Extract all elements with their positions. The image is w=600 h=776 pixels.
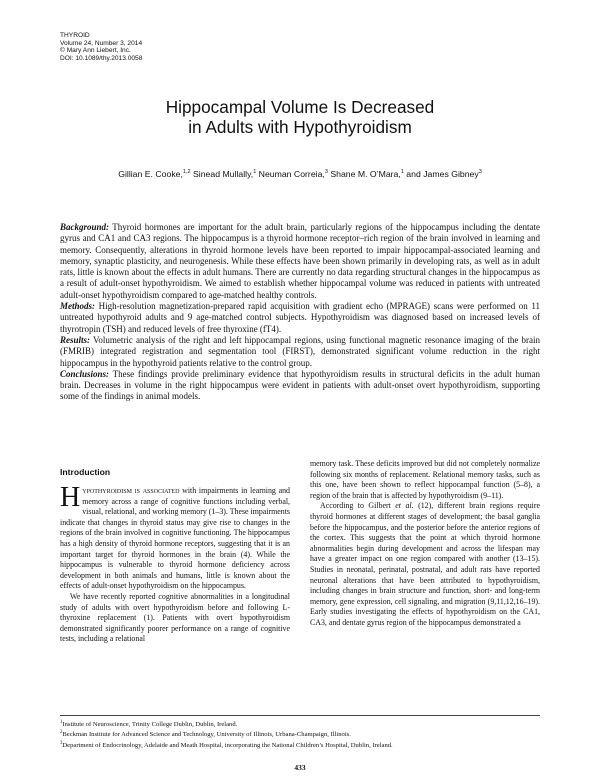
abstract-label: Results: <box>60 334 91 345</box>
footnote <box>60 740 540 750</box>
abstract-text: Thyroid hormones are important for the adult brain, particularly regions of the hippocampus including the dentate gyrus and CA1 and CA3 regions. The hippocampus is a thyroid hormone receptor–rich region of the brain involved in learning and memory. Consequently, alterations in thyroid hormone levels have been reported to impair hippocampal-associated learning and memory, synaptic plasticity, and neurogenesis. While these effects have been shown primarily in developing rats, as well as in adult rats, little is known about the effects in adult humans. There are currently no data regarding structural changes in the hippocampus as a result of adult-onset hypothyroidism. We aimed to establish whether hippocampal volume was reduced in patients with untreated adult-onset hypothyroidism compared to age-matched healthy controls. <box>60 222 540 300</box>
footnote-marker: 2 <box>60 730 63 736</box>
abstract-label: Conclusions: <box>60 368 110 379</box>
abstract <box>60 222 540 403</box>
author-name: Sinead Mullally, <box>192 168 254 179</box>
author-affiliation: 1 <box>400 169 404 175</box>
footnote-divider <box>60 715 540 716</box>
author-affiliation: 1,2 <box>182 169 191 175</box>
abstract-text: Volumetric analysis of the right and left hippocampal regions, using functional magnetic resonance imaging of the brain (FMRIB) integrated registration and segmentation tool (FIRST), demonstrated significant volume reduction in the right hippocampus in the hypothyroid patients relative to the control group. <box>60 334 540 368</box>
body-column-right <box>310 459 540 629</box>
journal-name: THYROID <box>60 32 90 39</box>
author-affiliation: 3 <box>478 169 482 175</box>
footnote-marker: 3 <box>60 740 63 746</box>
lead-in: ypothyroidism is associated <box>82 486 180 495</box>
author-affiliation: 1 <box>253 169 257 175</box>
abstract-methods <box>60 301 540 335</box>
abstract-label: Methods: <box>60 301 96 312</box>
section-heading: Introduction <box>60 467 111 477</box>
abstract-background <box>60 222 540 301</box>
abstract-text: High-resolution magnetization-prepared rapid acquisition with gradient echo (MPRAGE) scans were performed on 11 untreated hypothyroid adults and 9 age-matched control subjects. Hypothyroidism was diagnosed based on increased levels of thyrotropin (TSH) and reduced levels of free thyroxine (fT4). <box>60 301 540 334</box>
article-title <box>60 97 540 137</box>
author-list <box>60 167 540 180</box>
body-paragraph: We have recently reported cognitive abnormalities in a longitudinal study of adults with overt hypothyroidism before and following L-thyroxine replacement (1). Patients with overt hypothyroidism demonstrated significantly poorer performance on a range of cognitive tests, including a relational <box>60 591 290 644</box>
affiliation-footnotes <box>60 719 540 750</box>
title-line-2: in Adults with Hypothyroidism <box>188 117 412 137</box>
author-name: Shane M. O’Mara, <box>330 168 401 179</box>
body-paragraph <box>60 482 290 592</box>
paragraph-text: (12), different brain regions require thyroid hormones at different stages of development; the basal ganglia before the hippocampus, and the posterior before the anterior regions of the cortex. This suggests that the point at which thyroid hormone abnormalities begin during development and across the lifespan may have a greater impact on one region compared with another (13–15). Studies in neonatal, perinatal, postnatal, and adult rats have reported neuronal alterations that have been attributed to hypothyroidism, including changes in brain structure and function, short- and long-term memory, gene expression, cell signaling, and migration (9,11,12,16–19). Early studies investigating the effects of hypothyroidism on the CA1, CA3, and dentate gyrus region of the hippocampus demonstrated a <box>310 501 540 627</box>
author-name: Neuman Correia, <box>258 168 325 179</box>
journal-volume: Volume 24, Number 3, 2014 <box>60 39 143 47</box>
abstract-text: These findings provide preliminary evidence that hypothyroidism results in structural deficits in the adult human brain. Decreases in volume in the right hippocampus were evident in patients with adult-onset overt hypothyroidism, supporting some of the findings in animal models. <box>60 368 540 402</box>
footnote <box>60 729 540 739</box>
footnote-text: Beckman Institute for Advanced Science and Technology, University of Illinois, Urbana-Champaign, Illinois. <box>62 731 351 739</box>
title-line-1: Hippocampal Volume Is Decreased <box>165 97 435 117</box>
author-name: and James Gibney <box>406 168 479 179</box>
paragraph-text: with impairments in learning and memory across a range of cognitive functions including verbal, visual, relational, and working memory (1–3). These impairments indicate that changes in thyroid status may give rise to changes in the regions of the brain involved in cognitive functioning. The hippocampus has a high density of thyroid hormone receptors, suggesting that it is an important target for thyroid hormones in the brain (4). While the hippocampus is vulnerable to thyroid hormone deficiency across development in both animals and humans, little is known about the effects of adult-onset hypothyroidism on the hippocampus. <box>60 486 290 591</box>
body-paragraph <box>310 501 540 628</box>
journal-info <box>60 32 142 62</box>
footnote-text: Institute of Neuroscience, Trinity College Dublin, Dublin, Ireland. <box>62 721 238 729</box>
journal-copyright: © Mary Ann Liebert, Inc. <box>60 47 131 55</box>
footnote-text: Department of Endocrinology, Adelaide and Meath Hospital, incorporating the National Children’s Hospital, Dublin, Ireland. <box>62 741 393 749</box>
abstract-label: Background: <box>60 222 110 232</box>
page-number: 433 <box>294 763 306 772</box>
body-paragraph: memory task. These deficits improved but did not completely normalize following six months of replacement. Relational memory tasks, such as this one, have been shown to reflect hippocampal function (5–8), a region of the brain that is affected by hypothyroidism (9–11). <box>310 459 540 500</box>
abstract-conclusions <box>60 369 540 403</box>
paragraph-text: According to Gilbert <box>320 501 396 511</box>
abstract-results <box>60 335 540 369</box>
footnote-marker: 1 <box>60 720 63 725</box>
et-al: et al. <box>395 501 414 511</box>
author-name: Gillian E. Cooke, <box>118 168 183 179</box>
footnote <box>60 719 540 729</box>
drop-cap: H <box>60 482 81 513</box>
author-affiliation: 3 <box>324 169 328 175</box>
journal-doi: DOI: 10.1089/thy.2013.0058 <box>60 54 143 62</box>
body-column-left <box>60 467 290 645</box>
